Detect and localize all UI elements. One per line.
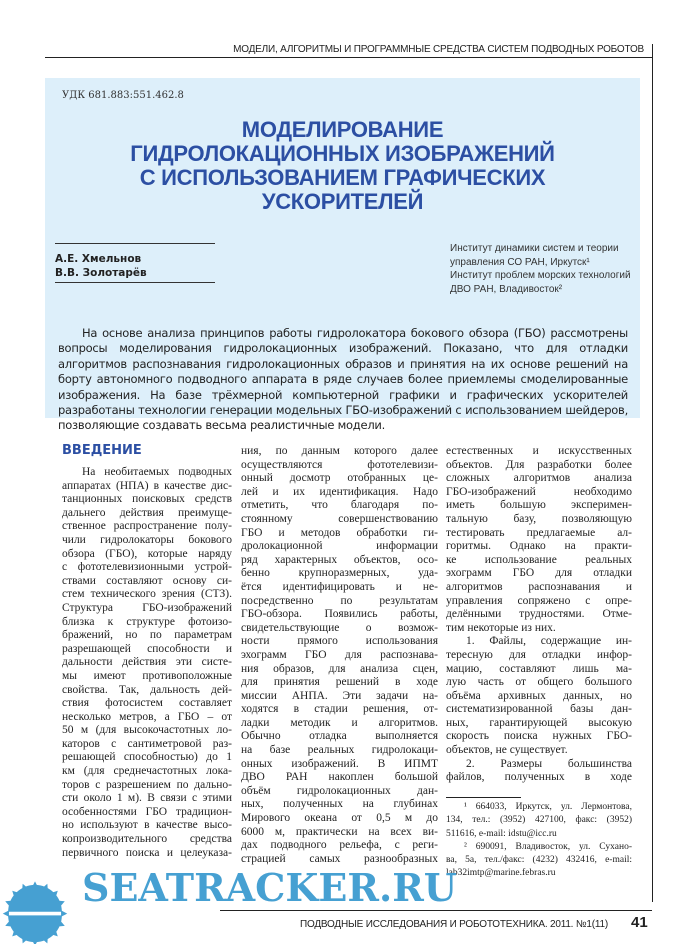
text-line: торов с разрешением по дально-	[62, 778, 232, 791]
text-line: аппаратах (НПА) в качестве дис-	[62, 479, 232, 492]
article-title	[45, 118, 640, 214]
text-line: объектов. Для разработки более	[446, 458, 632, 471]
text-line: ГБО-обзора. Появились работы,	[241, 608, 438, 621]
affiliation-line: ДВО РАН, Владивосток²	[450, 283, 563, 295]
text-line: 2. Размеры большинства	[466, 757, 632, 770]
text-line: первичного поиска и целеуказа-	[62, 846, 232, 859]
text-line: объектов, не существует.	[446, 744, 568, 757]
text-line: 1. Файлы, содержащие ин-	[466, 635, 632, 648]
text-line: эхограмм ГБО для распознава-	[241, 648, 438, 661]
text-line: дах подводного рельефа, с реги-	[241, 839, 438, 852]
text-line: посредственно по результатам	[241, 594, 438, 607]
text-line: несколько метров, а ГБО – от	[62, 710, 232, 723]
text-line: ности прямого использования	[241, 635, 438, 648]
text-line: онных изображений. В ИПМТ	[241, 757, 438, 770]
watermark-logo: SEATRACKER.RU	[82, 865, 457, 910]
affiliations	[450, 242, 635, 296]
affiliation-line: управления СО РАН, Иркутск¹	[450, 256, 590, 268]
text-line: свойства. Так, дальность дей-	[62, 683, 232, 696]
text-line: ствия фотосистем составляет	[62, 697, 232, 710]
text-line: ния образов, для анализа сцен,	[241, 662, 438, 675]
affiliation-line: Институт проблем морских технологий	[450, 270, 631, 281]
text-line: скорость поиска нужных ГБО-	[446, 730, 632, 743]
text-line: ственное распространение полу-	[62, 520, 232, 533]
text-line: объём гидролокационных дан-	[241, 784, 438, 797]
sun-logo-icon	[2, 870, 68, 944]
text-line: ряд характерных объектов, осо-	[241, 553, 438, 566]
text-line: с фототелевизионными устрой-	[62, 561, 232, 574]
text-line: ГБО и методов обработки ги-	[241, 526, 438, 539]
text-line: дролокационной информации	[241, 540, 438, 553]
body-column-1	[62, 466, 232, 860]
text-line: 6000 м, практически на всех ви-	[241, 825, 438, 838]
text-line: ётся идентифицировать и не-	[241, 580, 438, 593]
text-line: тальную базу, позволяющую	[446, 512, 632, 525]
footer-divider	[220, 910, 652, 911]
udk-code: УДК 681.883:551.462.8	[62, 90, 184, 101]
author: А.Е. Хмельнов	[55, 253, 142, 265]
text-line: ладки методик и алгоритмов.	[241, 716, 438, 729]
text-line: Мирового океана от 0,5 м до	[241, 812, 438, 825]
text-line: свидетельствующие о возмож-	[241, 621, 438, 634]
text-line: ных, полученных на глубинах	[241, 798, 438, 811]
text-line: тересную для отладки инфор-	[446, 648, 632, 661]
text-line: решающей способностью) до 1	[62, 751, 232, 764]
text-line: каторов с сантиметровой раз-	[62, 737, 232, 750]
text-line: 50 м (для высокочастотных ло-	[62, 724, 232, 737]
text-line: На необитаемых подводных	[82, 466, 232, 478]
text-line: тестировать предлагаемые ал-	[446, 526, 632, 539]
text-line: км (для среднечастотных лока-	[62, 765, 232, 778]
text-line: алгоритмов распознавания и	[446, 580, 632, 593]
footnote-line: ва, 5а, тел./факс: (4232) 432416, e-mail:	[446, 855, 632, 866]
text-line: мацию, составляют лишь ма-	[446, 662, 632, 675]
text-line: мы имеют противоположные	[62, 669, 232, 682]
text-line: близка к структуре фотоизо-	[62, 615, 232, 628]
footnotes	[446, 801, 632, 881]
footnote-line: lab32imtp@marine.febras.ru	[446, 868, 556, 879]
text-line: управления сопряжено с опре-	[446, 594, 632, 607]
author-rule-top	[55, 243, 215, 244]
text-line: миссии АНПА. Эти задачи на-	[241, 689, 438, 702]
footnote-rule	[446, 797, 521, 798]
text-line: ния, по данным которого далее	[241, 445, 438, 457]
text-line: особенностями ГБО традицион-	[62, 805, 232, 818]
body-column-2	[241, 445, 438, 866]
text-line: лую часть от общего большого	[446, 676, 632, 689]
text-line: ствами составляют основу си-	[62, 574, 232, 587]
header-divider	[45, 57, 652, 58]
journal-name: ПОДВОДНЫЕ ИССЛЕДОВАНИЯ И РОБОТОТЕХНИКА. 2011. №1(11)	[300, 919, 608, 930]
affiliation-line: Институт динамики систем и теории	[450, 243, 619, 254]
text-line: осуществляются фототелевизи-	[241, 458, 438, 471]
text-line: файлов, полученных в ходе	[446, 771, 632, 784]
footnote-line: ¹ 664033, Иркутск, ул. Лермонтова,	[464, 802, 632, 812]
text-line: ходятся в стадии решения, от-	[241, 703, 438, 716]
text-line: копроизводительного средства	[62, 833, 232, 846]
text-line: но используют в качестве высо-	[62, 819, 232, 832]
text-line: бражений, но по параметрам	[62, 629, 232, 642]
text-line: отметить, что благодаря по-	[241, 499, 438, 512]
text-line: ГБО-изображений необходимо	[446, 485, 632, 498]
text-line: Обычно отладка выполняется	[241, 730, 438, 743]
text-line: стоянному совершенствованию	[241, 512, 438, 525]
text-line: сти около 1 м). В связи с этими	[62, 792, 232, 805]
text-line: иметь большую эксперимен-	[446, 499, 632, 512]
text-line: естественных и искусственных	[446, 445, 632, 457]
text-line: сложных алгоритмов анализа	[446, 472, 632, 485]
text-line: на базе реальных гидролокаци-	[241, 744, 438, 757]
section-heading: ВВЕДЕНИЕ	[62, 443, 142, 458]
text-line: танционных поисковых средств	[62, 493, 232, 506]
sun-upper-half	[8, 885, 62, 912]
sun-ray	[3, 910, 9, 916]
text-line: дальности действия эти систе-	[62, 656, 232, 669]
text-line: объёма архивных данных, но	[446, 689, 632, 702]
authors	[55, 252, 147, 280]
text-line: бенно крупноразмерных, уда-	[241, 567, 438, 580]
margin-rule	[652, 44, 653, 902]
text-line: горитмы. Однако на практи-	[446, 540, 632, 553]
title-line: С ИСПОЛЬЗОВАНИЕМ ГРАФИЧЕСКИХ	[139, 165, 546, 190]
title-line: ГИДРОЛОКАЦИОННЫХ ИЗОБРАЖЕНИЙ	[130, 141, 555, 166]
text-line: дальнего действия преимуще-	[62, 506, 232, 519]
abstract: На основе анализа принципов работы гидролокатора бокового обзора (ГБО) рассмотрены вопросы моделирования гидролокационных изображений. Показано, что для отладки алгоритмов распознавания гидролокационных образов и принятия на их основе решений на борту автономного подводного аппарата в ряде случаев более приемлемы смоделированные изображения. На базе трёхмерной компьютерной графики и графических ускорителей разработаны технологии генерации модельных ГБО-изображений с использованием шейдеров, позволяющие создавать весьма реалистичные модели.	[58, 326, 628, 433]
text-line: ДВО РАН накоплен большой	[241, 771, 438, 784]
title-line: УСКОРИТЕЛЕЙ	[261, 189, 424, 214]
sun-lower-half	[8, 915, 62, 942]
running-head: МОДЕЛИ, АЛГОРИТМЫ И ПРОГРАММНЫЕ СРЕДСТВА СИСТЕМ ПОДВОДНЫХ РОБОТОВ	[233, 44, 644, 55]
text-line: тим некоторые из них.	[446, 621, 556, 634]
page-number: 41	[631, 914, 648, 931]
text-line: делёнными трудностями. Отме-	[446, 608, 632, 621]
sun-ray	[61, 910, 67, 916]
text-line: страцией самых разнообразных	[241, 852, 438, 865]
author: В.В. Золотарёв	[55, 267, 147, 279]
text-line: эхограмм ГБО для отладки	[446, 567, 632, 580]
text-line: систематизированной базы дан-	[446, 703, 632, 716]
footnote-line: 134, тел.: (3952) 427100, факс: (3952)	[446, 815, 632, 826]
text-line: стем технического зрения (СТЗ).	[62, 588, 232, 601]
text-line: Структура ГБО-изображений	[62, 601, 232, 614]
author-rule-bottom	[55, 282, 215, 283]
text-line: обзора (ГБО), которые наряду	[62, 547, 232, 560]
text-line: онный досмотр отобранных це-	[241, 472, 438, 485]
footnote-line: ² 690091, Владивосток, ул. Сухано-	[464, 841, 632, 852]
footnote-line: 511616, e-mail: idstu@icc.ru	[446, 828, 557, 839]
text-line: ке использование реальных	[446, 553, 632, 566]
text-line: ных, гарантирующей высокую	[446, 716, 632, 729]
text-line: лей и их идентификация. Надо	[241, 485, 438, 498]
text-line: для принятия решений в ходе	[241, 676, 438, 689]
title-line: МОДЕЛИРОВАНИЕ	[241, 117, 444, 142]
body-column-3	[446, 445, 632, 785]
text-line: разрешающей способности и	[62, 642, 232, 655]
text-line: чили гидролокаторы бокового	[62, 533, 232, 546]
